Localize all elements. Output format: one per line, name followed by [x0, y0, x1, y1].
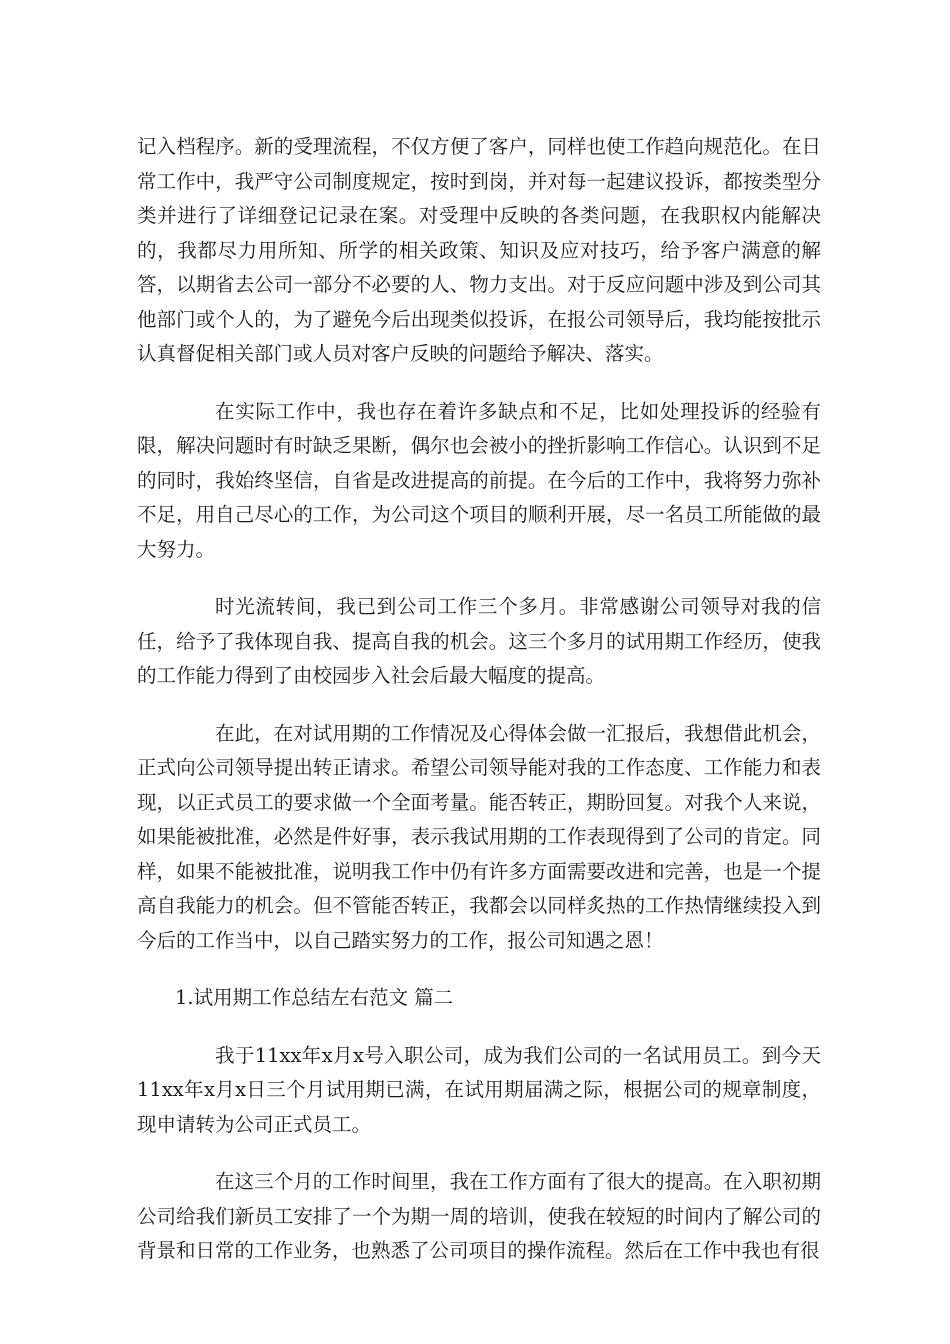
- document-body: [137, 130, 821, 1292]
- paragraph-shortcomings: 在实际工作中，我也存在着许多缺点和不足，比如处理投诉的经验有限，解决问题时有时缺乏果断，偶尔也会被小的挫折影响工作信心。认识到不足的同时，我始终坚信，自省是改进提高的前提。在今后的工作中，我将努力弥补不足，用自己尽心的工作，为公司这个项目的顺利开展，尽一名员工所能做的最大努力。: [137, 399, 821, 561]
- paragraph-joining-date: 我于11xx年x月x号入职公司，成为我们公司的一名试用员工。到今天11xx年x月x日三个月试用期已满，在试用期届满之际，根据公司的规章制度，现申请转为公司正式员工。: [137, 1043, 821, 1136]
- paragraph-three-months: 时光流转间，我已到公司工作三个多月。非常感谢公司领导对我的信任，给予了我体现自我、提高自我的机会。这三个多月的试用期工作经历，使我的工作能力得到了由校园步入社会后最大幅度的提高。: [137, 595, 821, 687]
- section-heading: 1.试用期工作总结左右范文 篇二: [175, 986, 454, 1009]
- paragraph-promotion-request: 在此，在对试用期的工作情况及心得体会做一汇报后，我想借此机会，正式向公司领导提出转正请求。希望公司领导能对我的工作态度、工作能力和表现，以正式员工的要求做一个全面考量。能否转正，期盼回复。对我个人来说，如果能被批准，必然是件好事，表示我试用期的工作表现得到了公司的肯定。同样，如果不能被批准，说明我工作中仍有许多方面需要改进和完善，也是一个提高自我能力的机会。但不管能否转正，我都会以同样炙热的工作热情继续投入到今后的工作当中，以自己踏实努力的工作，报公司知遇之恩！: [137, 721, 821, 952]
- paragraph-complaint-handling: 记入档程序。新的受理流程，不仅方便了客户，同样也使工作趋向规范化。在日常工作中，我严守公司制度规定，按时到岗，并对每一起建议投诉，都按类型分类并进行了详细登记记录在案。对受理中反映的各类问题，在我职权内能解决的，我都尽力用所知、所学的相关政策、知识及应对技巧，给予客户满意的解答，以期省去公司一部分不必要的人、物力支出。对于反应问题中涉及到公司其他部门或个人的，为了避免今后出现类似投诉，在报公司领导后，我均能按批示认真督促相关部门或人员对客户反映的问题给予解决、落实。: [137, 135, 821, 365]
- paragraph-training: 在这三个月的工作时间里，我在工作方面有了很大的提高。在入职初期公司给我们新员工安排了一个为期一周的培训，使我在较短的时间内了解公司的背景和日常的工作业务，也熟悉了公司项目的操作流程。然后在工作中我也有很: [137, 1170, 821, 1262]
